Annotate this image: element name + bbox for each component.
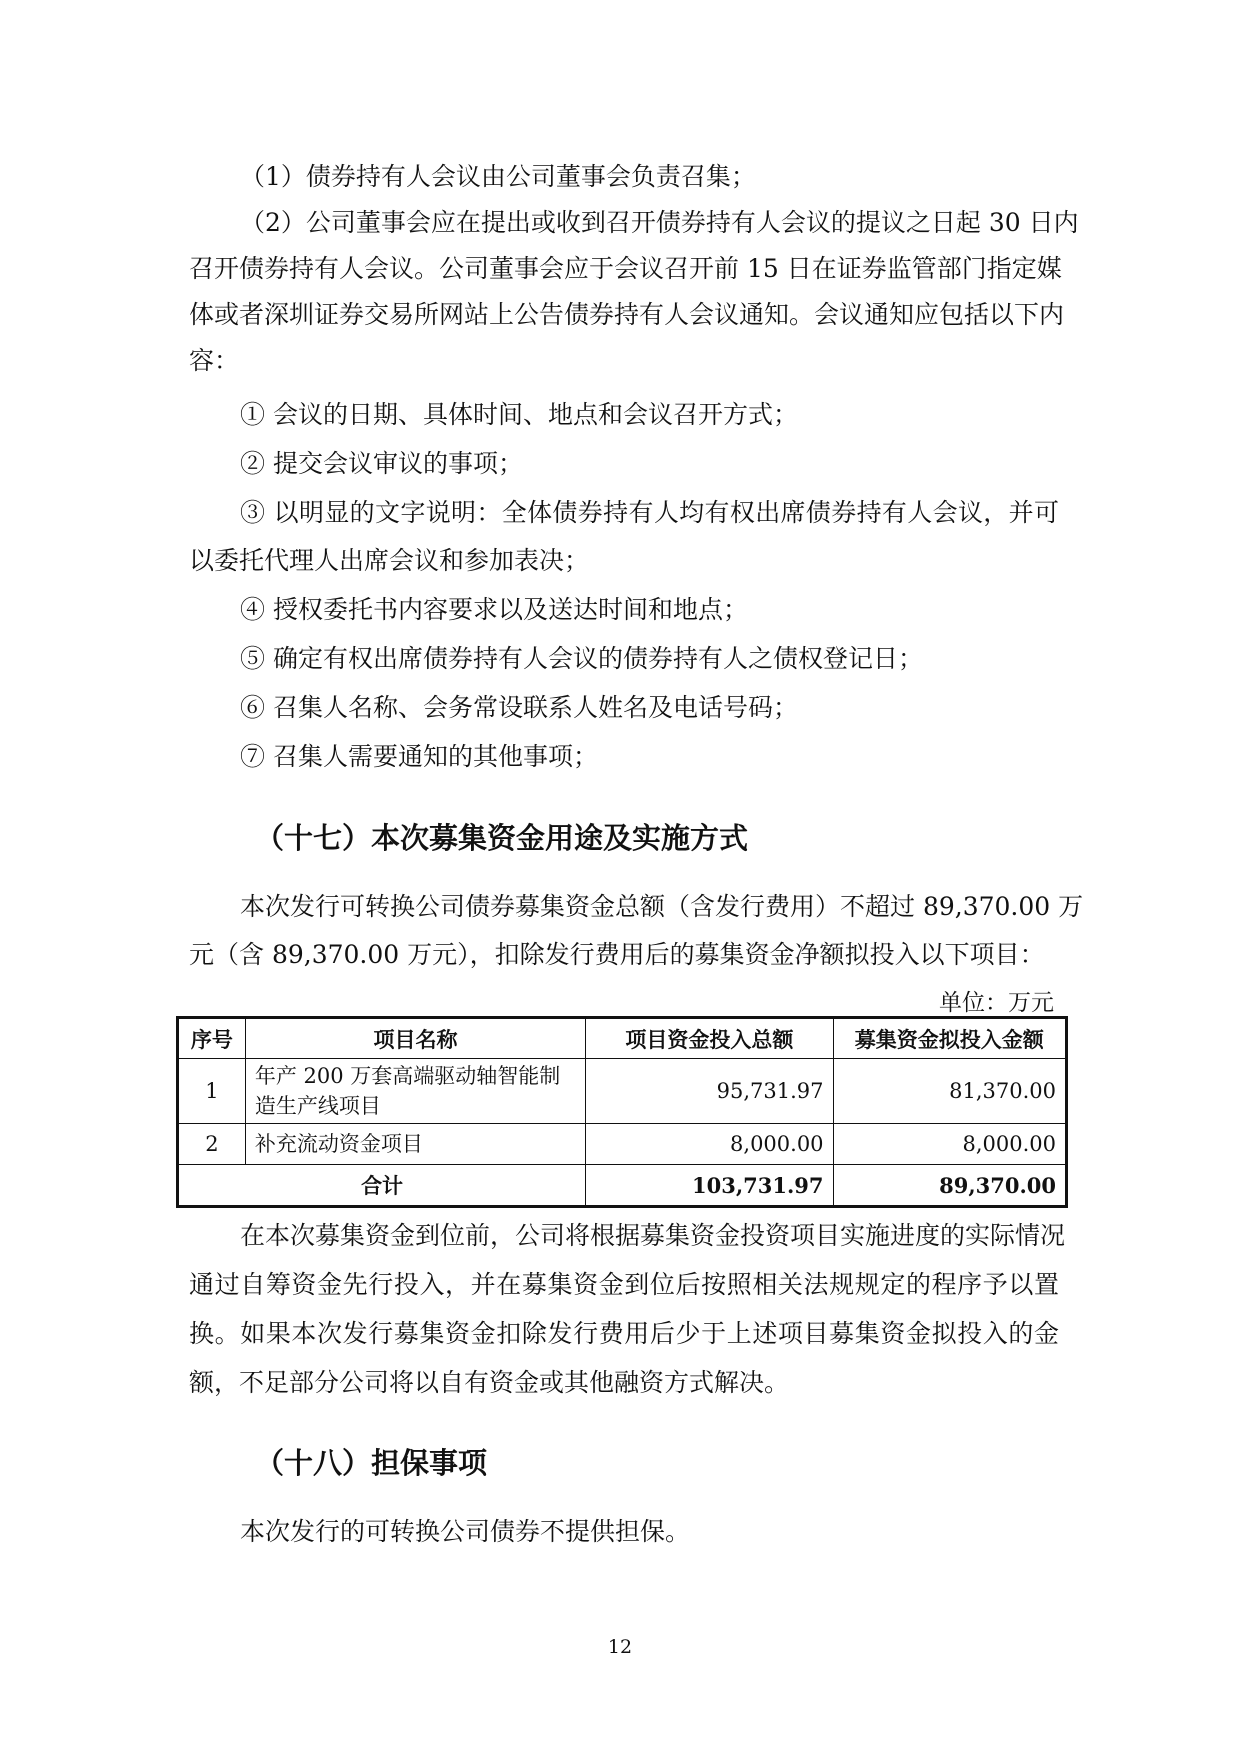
total-label: 合计 bbox=[178, 1165, 586, 1207]
page-number: 12 bbox=[607, 1636, 633, 1658]
section-17-intro-line-1: 本次发行可转换公司债券募集资金总额（含发行费用）不超过 89,370.00 万 bbox=[240, 892, 1084, 921]
notice-item-4: ④ 授权委托书内容要求以及送达时间和地点； bbox=[240, 595, 748, 624]
section-17-after-line-2: 通过自筹资金先行投入，并在募集资金到位后按照相关法规规定的程序予以置 bbox=[189, 1270, 1059, 1299]
paragraph-item-2-line-3: 体或者深圳证券交易所网站上公告债券持有人会议通知。会议通知应包括以下内 bbox=[189, 300, 1065, 329]
section-17-intro-line-2: 元（含 89,370.00 万元），扣除发行费用后的募集资金净额拟投入以下项目： bbox=[189, 940, 1045, 969]
notice-item-6: ⑥ 召集人名称、会务常设联系人姓名及电话号码； bbox=[240, 693, 798, 722]
header-serial: 序号 bbox=[178, 1018, 246, 1059]
paragraph-item-2-line-2: 召开债券持有人会议。公司董事会应于会议召开前 15 日在证券监管部门指定媒 bbox=[189, 254, 1062, 283]
project-name-line-2: 造生产线项目 bbox=[254, 1094, 381, 1118]
project-name-line-1: 年产 200 万套高端驱动轴智能制 bbox=[254, 1064, 561, 1088]
fund-usage-table bbox=[176, 1016, 1068, 1208]
cell-raised-funds: 8,000.00 bbox=[833, 1124, 1066, 1165]
notice-item-3-line-2: 以委托代理人出席会议和参加表决； bbox=[189, 546, 590, 575]
raised-funds-sum: 89,370.00 bbox=[833, 1165, 1066, 1207]
table-total-row bbox=[178, 1165, 1067, 1207]
table-unit-label: 单位：万元 bbox=[939, 990, 1054, 1016]
cell-serial: 2 bbox=[178, 1124, 246, 1165]
total-investment-sum: 103,731.97 bbox=[586, 1165, 833, 1207]
notice-item-1: ① 会议的日期、具体时间、地点和会议召开方式； bbox=[240, 400, 798, 429]
section-17-after-line-1: 在本次募集资金到位前，公司将根据募集资金投资项目实施进度的实际情况 bbox=[240, 1221, 1066, 1250]
section-17-after-line-3: 换。如果本次发行募集资金扣除发行费用后少于上述项目募集资金拟投入的金 bbox=[189, 1319, 1059, 1348]
table-row bbox=[178, 1124, 1067, 1165]
section-17-heading: （十七）本次募集资金用途及实施方式 bbox=[255, 821, 749, 855]
cell-project-name bbox=[245, 1059, 585, 1124]
notice-item-2: ② 提交会议审议的事项； bbox=[240, 449, 523, 478]
table-row bbox=[178, 1059, 1067, 1124]
table-header-row bbox=[178, 1018, 1067, 1059]
paragraph-item-2-line-4: 容： bbox=[189, 346, 240, 375]
paragraph-item-2-line-1: （2）公司董事会应在提出或收到召开债券持有人会议的提议之日起 30 日内 bbox=[240, 208, 1079, 237]
section-18-heading: （十八）担保事项 bbox=[255, 1446, 488, 1480]
notice-item-5: ⑤ 确定有权出席债券持有人会议的债券持有人之债权登记日； bbox=[240, 644, 923, 673]
cell-serial: 1 bbox=[178, 1059, 246, 1124]
header-project-name: 项目名称 bbox=[245, 1018, 585, 1059]
cell-total-investment: 8,000.00 bbox=[586, 1124, 833, 1165]
cell-raised-funds: 81,370.00 bbox=[833, 1059, 1066, 1124]
section-17-after-line-4: 额，不足部分公司将以自有资金或其他融资方式解决。 bbox=[189, 1368, 790, 1397]
paragraph-item-1: （1）债券持有人会议由公司董事会负责召集； bbox=[240, 162, 756, 191]
header-raised-funds: 募集资金拟投入金额 bbox=[833, 1018, 1066, 1059]
cell-total-investment: 95,731.97 bbox=[586, 1059, 833, 1124]
header-total-investment: 项目资金投入总额 bbox=[586, 1018, 833, 1059]
notice-item-7: ⑦ 召集人需要通知的其他事项； bbox=[240, 742, 598, 771]
cell-project-name: 补充流动资金项目 bbox=[245, 1124, 585, 1165]
notice-item-3-line-1: ③ 以明显的文字说明：全体债券持有人均有权出席债券持有人会议，并可 bbox=[240, 498, 1059, 527]
section-18-text: 本次发行的可转换公司债券不提供担保。 bbox=[240, 1517, 691, 1546]
